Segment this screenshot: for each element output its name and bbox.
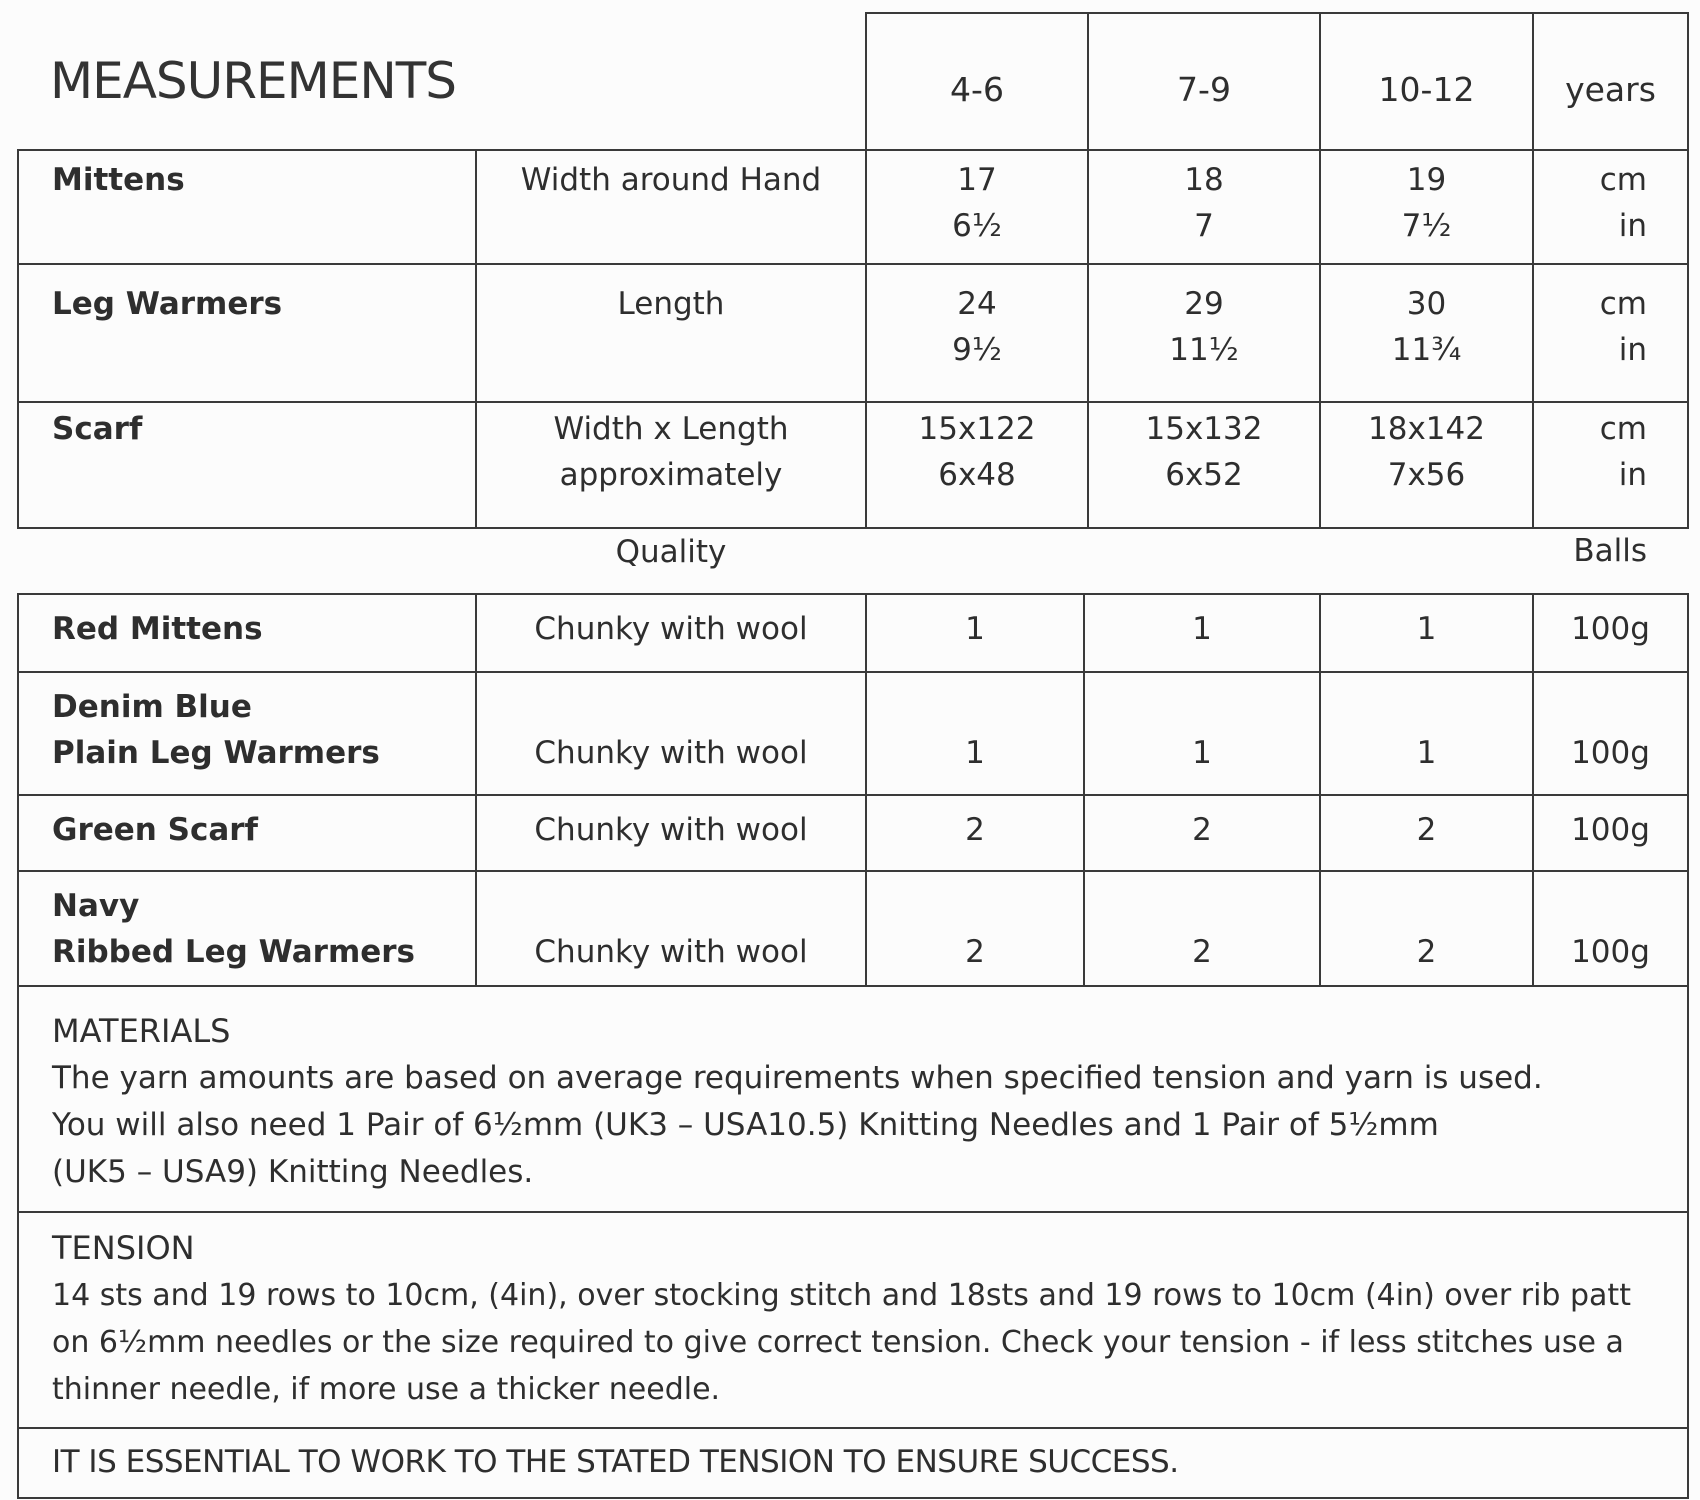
value-in: 7½ bbox=[1401, 208, 1452, 244]
unit-header: years bbox=[1565, 70, 1656, 109]
unit-cm: cm bbox=[1599, 411, 1647, 447]
yarn-item-name: Navy bbox=[52, 888, 140, 924]
ball-count: 2 bbox=[965, 812, 985, 848]
value-in: 11¾ bbox=[1391, 332, 1462, 368]
value-in: 6½ bbox=[952, 208, 1002, 244]
value-cm: 30 bbox=[1406, 286, 1447, 322]
yarn-item-name: Green Scarf bbox=[52, 812, 259, 848]
tension-text: 14 sts and 19 rows to 10cm, (4in), over stocking stitch and 18sts and 19 rows to 10cm (4in) over rib patt bbox=[52, 1278, 1631, 1313]
measure-label: approximately bbox=[559, 457, 783, 493]
unit-cm: cm bbox=[1599, 162, 1647, 198]
header-top-border bbox=[865, 12, 1689, 14]
yarn-quality: Chunky with wool bbox=[534, 934, 808, 970]
table-border bbox=[1687, 149, 1689, 529]
table-border bbox=[17, 671, 1689, 673]
size-header: 7-9 bbox=[1177, 70, 1231, 109]
garment-name: Scarf bbox=[52, 411, 143, 447]
yarn-item-name: Ribbed Leg Warmers bbox=[52, 934, 416, 970]
value-cm: 18 bbox=[1184, 162, 1224, 198]
materials-text: (UK5 – USA9) Knitting Needles. bbox=[52, 1154, 534, 1190]
unit-cm: cm bbox=[1599, 286, 1647, 322]
ball-count: 2 bbox=[1416, 934, 1437, 970]
balls-label: Balls bbox=[1573, 533, 1647, 569]
ball-count: 2 bbox=[1416, 812, 1437, 848]
ball-count: 1 bbox=[1416, 611, 1437, 647]
value-in: 7 bbox=[1194, 208, 1214, 244]
ball-count: 2 bbox=[965, 934, 985, 970]
size-header: 4-6 bbox=[950, 70, 1004, 109]
value-in: 9½ bbox=[952, 332, 1002, 368]
quality-label: Quality bbox=[615, 534, 727, 570]
table-border bbox=[17, 1497, 1689, 1499]
table-border bbox=[17, 149, 1689, 151]
value-in: 6x48 bbox=[938, 457, 1016, 493]
value-cm: 29 bbox=[1184, 286, 1224, 322]
essential-note: IT IS ESSENTIAL TO WORK TO THE STATED TENSION TO ENSURE SUCCESS. bbox=[52, 1444, 1179, 1480]
value-in: 7x56 bbox=[1387, 457, 1466, 493]
garment-name: Mittens bbox=[52, 162, 185, 198]
ball-weight: 100g bbox=[1571, 812, 1650, 848]
table-border bbox=[17, 401, 1689, 403]
tension-heading: TENSION bbox=[52, 1229, 195, 1267]
yarn-item-name: Plain Leg Warmers bbox=[52, 735, 380, 771]
yarn-item-name: Red Mittens bbox=[52, 611, 263, 647]
table-border bbox=[1687, 593, 1689, 1499]
table-border bbox=[17, 985, 1689, 987]
table-border bbox=[17, 593, 19, 1499]
table-border bbox=[17, 1211, 1689, 1213]
ball-count: 1 bbox=[1192, 735, 1212, 771]
table-border bbox=[17, 263, 1689, 265]
header-divider bbox=[1687, 12, 1689, 150]
measure-label: Width x Length bbox=[553, 411, 789, 447]
ball-weight: 100g bbox=[1571, 611, 1650, 647]
measure-label: Length bbox=[617, 286, 725, 322]
unit-in: in bbox=[1618, 208, 1647, 244]
table-border bbox=[17, 794, 1689, 796]
tension-text: on 6½mm needles or the size required to give correct tension. Check your tension - if less stitches use a bbox=[52, 1325, 1624, 1360]
yarn-quality: Chunky with wool bbox=[534, 735, 808, 771]
value-cm: 18x142 bbox=[1368, 411, 1485, 447]
tension-text: thinner needle, if more use a thicker needle. bbox=[52, 1372, 721, 1407]
size-header: 10-12 bbox=[1378, 70, 1475, 109]
materials-text: The yarn amounts are based on average requirements when specified tension and yarn is used. bbox=[52, 1060, 1543, 1096]
ball-count: 1 bbox=[965, 735, 985, 771]
value-cm: 24 bbox=[957, 286, 997, 322]
ball-weight: 100g bbox=[1571, 934, 1650, 970]
ball-weight: 100g bbox=[1571, 735, 1650, 771]
table-border bbox=[17, 149, 19, 529]
yarn-quality: Chunky with wool bbox=[534, 611, 808, 647]
materials-text: You will also need 1 Pair of 6½mm (UK3 – USA10.5) Knitting Needles and 1 Pair of 5½mm bbox=[52, 1107, 1439, 1143]
value-in: 6x52 bbox=[1165, 457, 1243, 493]
unit-in: in bbox=[1618, 457, 1647, 493]
page-title: MEASUREMENTS bbox=[50, 52, 457, 110]
value-cm: 19 bbox=[1406, 162, 1447, 198]
yarn-quality: Chunky with wool bbox=[534, 812, 808, 848]
value-cm: 17 bbox=[957, 162, 997, 198]
table-border bbox=[17, 870, 1689, 872]
unit-in: in bbox=[1618, 332, 1647, 368]
table-border bbox=[17, 1427, 1689, 1429]
ball-count: 2 bbox=[1192, 934, 1212, 970]
measure-label: Width around Hand bbox=[520, 162, 822, 198]
value-in: 11½ bbox=[1169, 332, 1239, 368]
value-cm: 15x132 bbox=[1145, 411, 1263, 447]
ball-count: 1 bbox=[965, 611, 985, 647]
materials-heading: MATERIALS bbox=[52, 1012, 231, 1050]
ball-count: 1 bbox=[1192, 611, 1212, 647]
ball-count: 2 bbox=[1192, 812, 1212, 848]
yarn-item-name: Denim Blue bbox=[52, 689, 252, 725]
table-border bbox=[17, 593, 1689, 595]
value-cm: 15x122 bbox=[918, 411, 1036, 447]
garment-name: Leg Warmers bbox=[52, 286, 283, 322]
ball-count: 1 bbox=[1416, 735, 1437, 771]
